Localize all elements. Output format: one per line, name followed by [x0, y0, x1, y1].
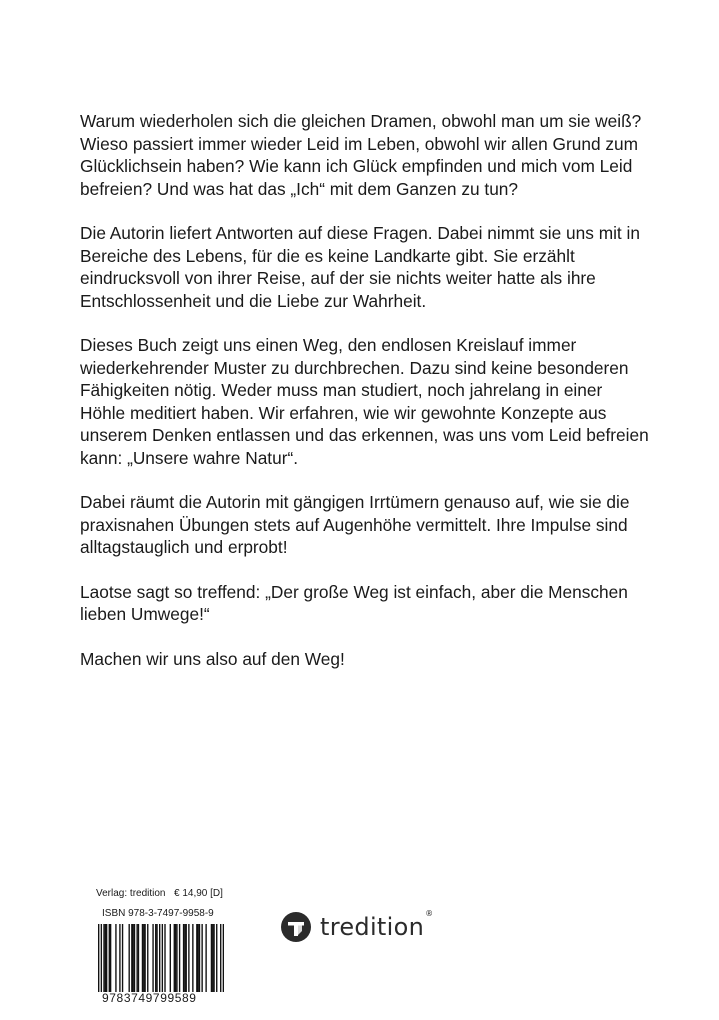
- barcode-bar: [199, 924, 200, 992]
- barcode-bar: [216, 924, 217, 992]
- barcode-bar: [138, 924, 139, 992]
- barcode-bar: [131, 924, 132, 992]
- barcode-number: 9783749799589: [102, 991, 197, 1005]
- barcode-bar: [212, 924, 213, 992]
- barcode-bar: [142, 924, 143, 992]
- barcode-bar: [186, 924, 187, 992]
- text-line: lieben Umwege!“: [80, 604, 210, 624]
- barcode-bar: [115, 924, 116, 992]
- blurb-paragraph-5: [80, 581, 660, 626]
- barcode-bar: [119, 924, 120, 992]
- blurb-paragraph-3: [80, 334, 660, 469]
- tredition-logo-icon: [280, 911, 312, 943]
- barcode-bar: [136, 924, 137, 992]
- text-line: Wieso passiert immer wieder Leid im Leben, obwohl wir allen Grund zum: [80, 133, 639, 154]
- barcode-bar: [176, 924, 177, 992]
- barcode-bar: [162, 924, 163, 992]
- text-line: Bereiche des Lebens, für die es keine Landkarte gibt. Sie erzählt: [80, 245, 575, 266]
- barcode-bar: [132, 924, 133, 992]
- logo-wordmark: tredition®: [320, 909, 434, 941]
- text-line: Fähigkeiten nötig. Weder muss man studiert, noch jahrelang in einer: [80, 380, 603, 400]
- blurb-paragraph-4: [80, 491, 660, 559]
- blurb-paragraph-6: [80, 648, 660, 671]
- barcode-bar: [106, 924, 107, 992]
- text-line: eindrucksvoll von ihrer Reise, auf der sie nichts weiter hatte als ihre: [80, 268, 596, 288]
- text-line: Die Autorin liefert Antworten auf diese Fragen. Dabei nimmt sie uns mit in: [80, 223, 640, 243]
- barcode-bar: [155, 924, 156, 992]
- barcode-bar: [211, 924, 212, 992]
- barcode-bar: [223, 924, 224, 992]
- text-line: Machen wir uns also auf den Weg!: [80, 648, 345, 669]
- publisher-logo: [280, 907, 433, 947]
- barcode-bar: [159, 924, 160, 992]
- publisher-label: Verlag: tredition: [96, 888, 166, 899]
- barcode-bar: [122, 924, 123, 992]
- text-line: Dieses Buch zeigt uns einen Weg, den endlosen Kreislauf immer: [80, 335, 577, 355]
- barcode-bar: [143, 924, 144, 992]
- text-line: Entschlossenheit und die Liebe zur Wahrheit.: [80, 290, 427, 311]
- barcode-bar: [179, 924, 180, 992]
- text-line: kann: „Unsere wahre Natur“.: [80, 447, 299, 468]
- barcode-bar: [144, 924, 145, 992]
- barcode-bar: [105, 924, 106, 992]
- barcode-bar: [103, 924, 104, 992]
- barcode-bar: [188, 924, 189, 992]
- barcode-bar: [192, 924, 193, 992]
- barcode-bar: [129, 924, 130, 992]
- barcode-bar: [156, 924, 157, 992]
- barcode-bar: [201, 924, 202, 992]
- barcode-bar: [205, 924, 206, 992]
- barcode-bar: [170, 924, 171, 992]
- barcode-image: [98, 924, 224, 992]
- text-line: wiederkehrender Muster zu durchbrechen. Dazu sind keine besonderen: [80, 357, 629, 378]
- barcode-bar: [152, 924, 153, 992]
- barcode-bar: [196, 924, 197, 992]
- text-line: praxisnahen Übungen stets auf Augenhöhe vermittelt. Ihre Impulse sind: [80, 514, 628, 535]
- barcode-bar: [220, 924, 221, 992]
- barcode-bar: [134, 924, 135, 992]
- barcode-bar: [197, 924, 198, 992]
- imprint-box: [94, 882, 239, 1012]
- barcode-bar: [109, 924, 110, 992]
- text-line: befreien? Und was hat das „Ich“ mit dem Ganzen zu tun?: [80, 178, 519, 199]
- blurb-paragraph-1: [80, 110, 660, 200]
- barcode-bar: [98, 924, 99, 992]
- barcode-bar: [110, 924, 111, 992]
- back-cover-blurb: [80, 110, 660, 692]
- text-line: unserem Denken entlassen und das erkennen, was uns vom Leid befreien: [80, 425, 649, 445]
- text-line: alltagstauglich und erprobt!: [80, 537, 288, 557]
- text-line: Glücklichsein haben? Wie kann ich Glück empfinden und mich vom Leid: [80, 156, 633, 176]
- price-label: € 14,90 [D]: [174, 888, 223, 899]
- blurb-paragraph-2: [80, 222, 660, 312]
- text-line: Höhle meditiert haben. Wir erfahren, wie wir gewohnte Konzepte aus: [80, 402, 607, 423]
- text-line: Dabei räumt die Autorin mit gängigen Irrtümern genauso auf, wie sie die: [80, 492, 630, 512]
- isbn-label: ISBN 978-3-7497-9958-9: [102, 908, 214, 919]
- text-line: Laotse sagt so treffend: „Der große Weg ist einfach, aber die Menschen: [80, 581, 628, 602]
- barcode-bar: [101, 924, 102, 992]
- barcode-bar: [183, 924, 184, 992]
- barcode-bar: [184, 924, 185, 992]
- barcode-bar: [175, 924, 176, 992]
- barcode-bar: [147, 924, 148, 992]
- barcode-bar: [164, 924, 165, 992]
- text-line: Warum wiederholen sich die gleichen Dramen, obwohl man um sie weiß?: [80, 111, 642, 131]
- barcode-bar: [213, 924, 214, 992]
- barcode-bar: [174, 924, 175, 992]
